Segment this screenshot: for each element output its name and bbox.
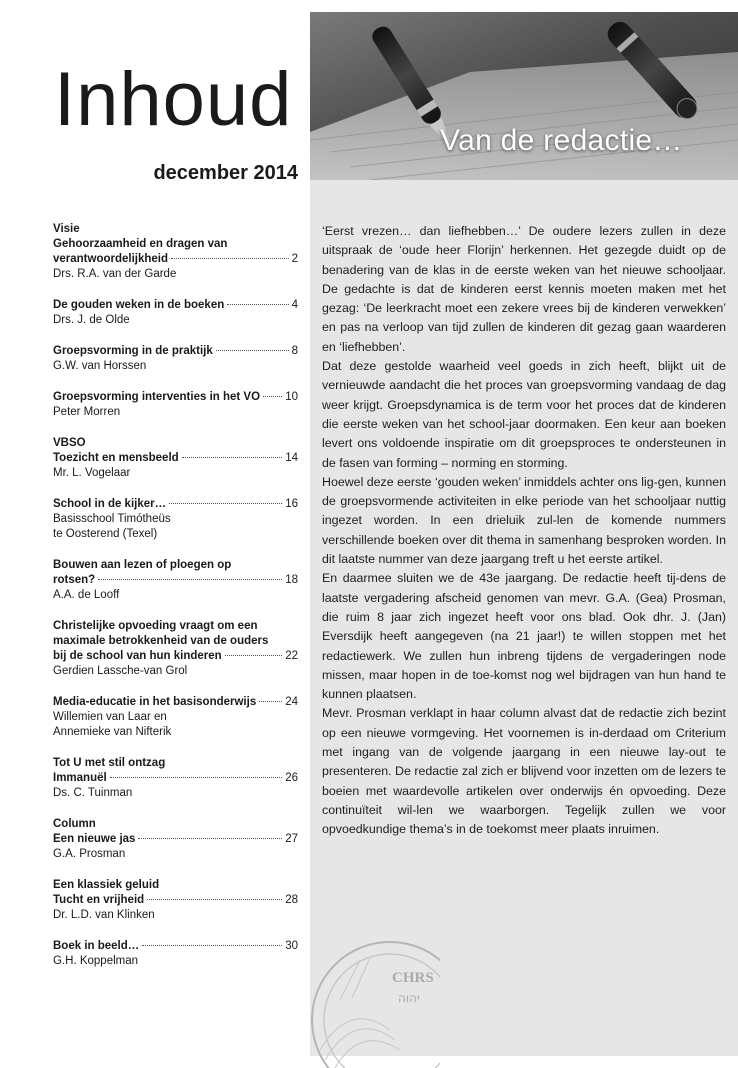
toc-title-row [53, 390, 298, 405]
toc-title: Toezicht en mensbeeld [53, 452, 179, 464]
toc-page-number: 8 [291, 345, 298, 357]
toc-title: Tucht en vrijheid [53, 894, 145, 906]
toc-entry[interactable] [53, 390, 298, 420]
toc-author: Ds. C. Tuinman [53, 787, 133, 799]
seal-text: CHRS [392, 970, 434, 986]
toc-page-number: 16 [285, 498, 298, 510]
toc-entry[interactable] [53, 298, 298, 328]
toc-entry[interactable] [53, 878, 298, 923]
toc-entry[interactable] [53, 695, 298, 740]
toc-page-number: 28 [285, 894, 298, 906]
editorial-article [322, 222, 726, 840]
toc-title: School in de kijker… [53, 498, 167, 510]
toc-title-row [53, 252, 298, 267]
toc-heading-line: Bouwen aan lezen of ploegen op [53, 559, 232, 571]
toc-title-row [53, 649, 298, 664]
toc-title: rotsen? [53, 574, 96, 586]
toc-leader-dots [110, 777, 283, 778]
toc-entry[interactable] [53, 756, 298, 801]
issue-date: december 2014 [153, 162, 298, 184]
toc-heading-line: maximale betrokkenheid van de ouders [53, 635, 269, 647]
toc-leader-dots [147, 899, 282, 900]
toc-title: Groepsvorming interventies in het VO [53, 391, 261, 403]
toc-title-row [53, 344, 298, 359]
section-title: Van de redactie… [440, 124, 683, 157]
toc-page-number: 14 [285, 452, 298, 464]
toc-author: G.W. van Horssen [53, 360, 147, 372]
toc-entry[interactable] [53, 558, 298, 603]
toc-author: A.A. de Looff [53, 589, 120, 601]
toc-leader-dots [171, 258, 289, 259]
toc-author: Mr. L. Vogelaar [53, 467, 131, 479]
article-paragraph: ‘Eerst vrezen… dan liefhebben…’ De oudere lezers zullen in deze uitspraak de ‘oude heer Florijn’ herkennen. Het gezegde duidt op de benadering van de klas in de eerste weken van het nieuwe schooljaar. De gedachte is dat de kinderen eerst kennis moeten maken met het gezag: ‘De leerkracht moet een zekere vrees bij de kinderen verwekken’ en pas na verloop van tijd zullen de kinderen dit gezag gaan waarderen en ‘liefhebben’. [322, 224, 726, 354]
toc-author: te Oosterend (Texel) [53, 528, 158, 540]
toc-heading-line: Een klassiek geluid [53, 879, 160, 891]
toc-page-number: 22 [285, 650, 298, 662]
toc-title: Media-educatie in het basisonderwijs [53, 696, 257, 708]
toc-title-row [53, 497, 298, 512]
toc-page-number: 26 [285, 772, 298, 784]
toc-title: De gouden weken in de boeken [53, 299, 225, 311]
toc-title: Immanuël [53, 772, 107, 784]
toc-heading-line: Visie [53, 223, 80, 235]
toc-title-row [53, 939, 298, 954]
article-paragraph: Hoewel deze eerste ‘gouden weken’ inmiddels achter ons lig-gen, kunnen de groepsvormende activiteiten in elke periode van het schooljaar nuttig ingezet worden. In een drieluik zul-len de komende nummers verschillende boeken over dit thema in samenhang besproken worden. In dit laatste nummer van deze jaargang treft u het eerste artikel. [322, 474, 726, 567]
toc-author: Annemieke van Nifterik [53, 726, 172, 738]
toc-page-number: 18 [285, 574, 298, 586]
toc-entry[interactable] [53, 619, 298, 679]
toc-heading-line: Tot U met stil ontzag [53, 757, 166, 769]
toc-title-row [53, 893, 298, 908]
toc-author: G.A. Prosman [53, 848, 126, 860]
toc-author: Drs. R.A. van der Garde [53, 268, 177, 280]
toc-page-number: 27 [285, 833, 298, 845]
toc-leader-dots [227, 304, 288, 305]
toc-title: Een nieuwe jas [53, 833, 136, 845]
toc-page-number: 10 [285, 391, 298, 403]
toc-title: Boek in beeld… [53, 940, 140, 952]
toc-leader-dots [263, 396, 282, 397]
toc-entry[interactable] [53, 497, 298, 542]
toc-author: Peter Morren [53, 406, 121, 418]
toc-leader-dots [98, 579, 282, 580]
header-photo [310, 12, 738, 180]
page-title: Inhoud [54, 57, 293, 142]
toc-author: Drs. J. de Olde [53, 314, 130, 326]
toc-page-number: 30 [285, 940, 298, 952]
toc-entry[interactable] [53, 939, 298, 969]
toc-heading-line: Gehoorzaamheid en dragen van [53, 238, 228, 250]
toc-heading-line: Christelijke opvoeding vraagt om een [53, 620, 258, 632]
toc-heading-line: VBSO [53, 437, 86, 449]
toc-leader-dots [225, 655, 283, 656]
toc-entry[interactable] [53, 222, 298, 282]
toc-leader-dots [216, 350, 289, 351]
editorial-panel [310, 12, 738, 1056]
toc-page-number: 24 [285, 696, 298, 708]
toc-author: Dr. L.D. van Klinken [53, 909, 155, 921]
toc-author: Willemien van Laar en [53, 711, 167, 723]
article-paragraph: Mevr. Prosman verklapt in haar column alvast dat de redactie zich bezint op een nieuwe vormgeving. Het voornemen is in-derdaad om Criterium met ingang van de volgende jaargang in een nieuwe lay-out te presenteren. De redactie zal zich er blijvend voor inzetten om de lezers te boeien met waardevolle artikelen over onderwijs én opvoeding. Deze continuïteit wil-len we waarborgen. Tegelijk zullen we voor opvoedkundige thema’s in de toekomst meer plaats inruimen. [322, 706, 726, 837]
toc-entry[interactable] [53, 817, 298, 862]
toc-entry[interactable] [53, 344, 298, 374]
toc-leader-dots [259, 701, 282, 702]
toc-author: G.H. Koppelman [53, 955, 139, 967]
toc-page-number: 4 [291, 299, 298, 311]
toc-leader-dots [169, 503, 282, 504]
seal-subtext: יהוה [398, 991, 420, 1005]
toc-entry[interactable] [53, 436, 298, 481]
table-of-contents [53, 222, 298, 985]
toc-title: Groepsvorming in de praktijk [53, 345, 213, 357]
toc-title-row [53, 832, 298, 847]
article-paragraph: En daarmee sluiten we de 43e jaargang. De redactie heeft tij-dens de laatste vergadering afscheid genomen van mevr. G.A. (Gea) Prosman, die ruim 8 jaar zich ingezet heeft voor ons blad. Ook dhr. J. (Jan) Eversdijk heeft aangegeven (na 21 jaar!) te willen stoppen met het redactiewerk. We zullen hun inbreng tijdens de vergaderingen node missen, maar hopen in de toe-komst nog wel bijdragen van hun hand te kunnen plaatsen. [322, 571, 726, 702]
toc-title-row [53, 451, 298, 466]
toc-title-row [53, 298, 298, 313]
toc-heading-line: Column [53, 818, 96, 830]
society-seal-watermark [300, 940, 440, 1068]
toc-leader-dots [138, 838, 282, 839]
article-paragraph: Dat deze gestolde waarheid veel goeds in zich heeft, blijkt uit de vernieuwde aandacht die het proces van groepsvorming vandaag de dag weer krijgt. Groepsdynamica is de term voor het proces dat de kinderen die eerste weken van het school-jaar doormaken. Een keur aan boeken levert ons voldoende inspiratie om dit groepsproces te ondersteunen in de fasen van forming – norming en storming. [322, 359, 726, 470]
toc-title: verantwoordelijkheid [53, 253, 169, 265]
toc-author: Basisschool Timótheüs [53, 513, 171, 525]
toc-title-row [53, 695, 298, 710]
toc-leader-dots [142, 945, 282, 946]
toc-title-row [53, 771, 298, 786]
toc-title: bij de school van hun kinderen [53, 650, 222, 662]
toc-leader-dots [182, 457, 283, 458]
toc-author: Gerdien Lassche-van Grol [53, 665, 188, 677]
toc-title-row [53, 573, 298, 588]
toc-page-number: 2 [291, 253, 298, 265]
